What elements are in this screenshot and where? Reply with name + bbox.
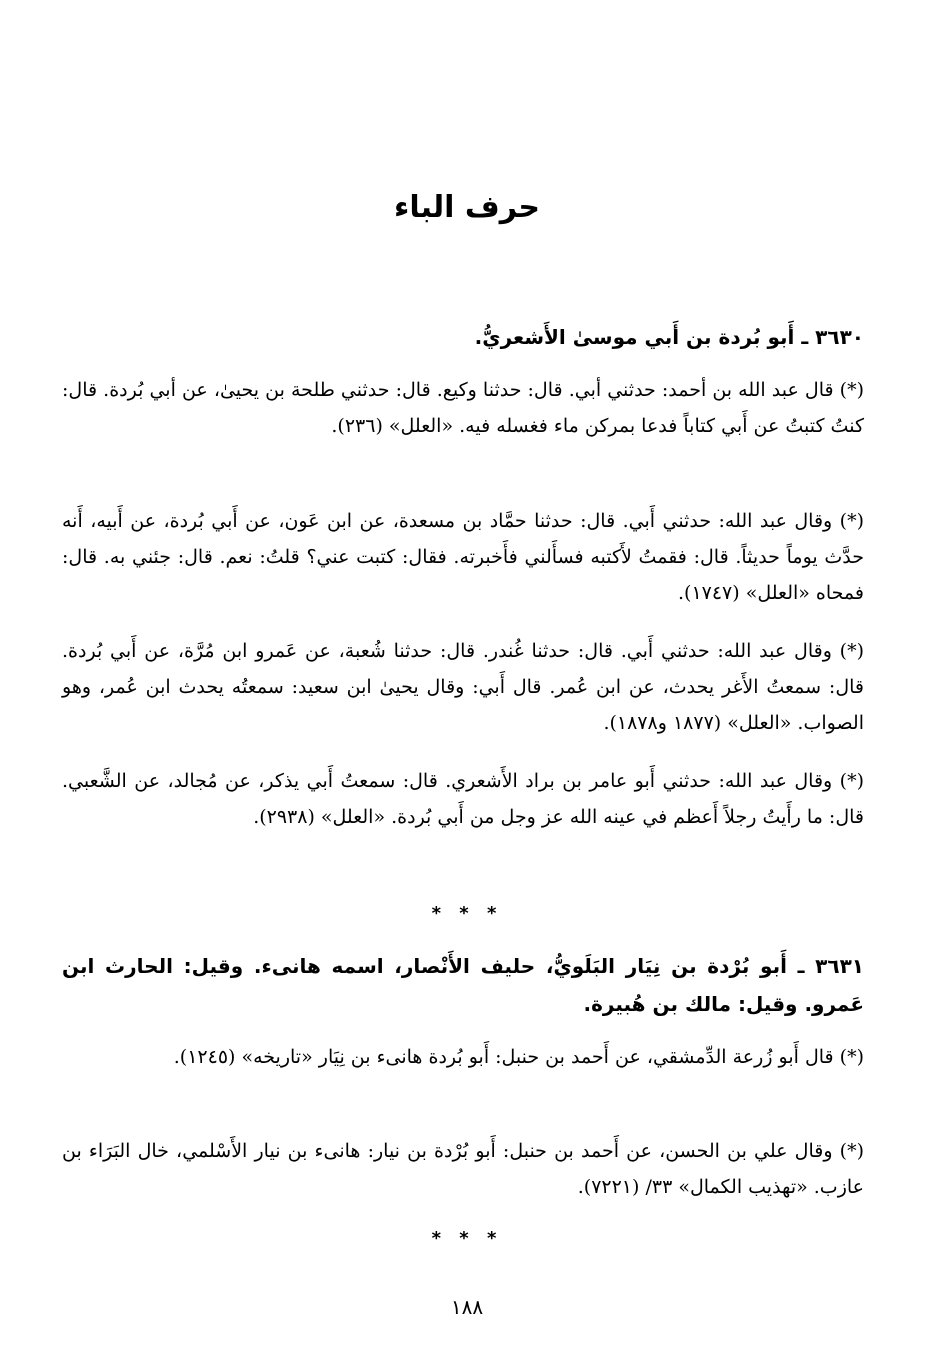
section-separator: * * * xyxy=(431,903,503,924)
paragraph: (*) وقال عبد الله: حدثني أَبي. قال: حدثنا حمَّاد بن مسعدة، عن ابن عَون، عن أَبي بُردة، عن أَبيه، أَنه حدَّث يوماً حديثاً. قال: فقمتُ لأَكتبه فسأَلني فأَخبرته. فقال: كتبت عني؟ قلتُ: نعم. قال: جئني به. قال: فمحاه «العلل» (١٧٤٧). xyxy=(62,510,864,604)
paragraph: (*) وقال علي بن الحسن، عن أَحمد بن حنبل: أَبو بُرْدة بن نيار: هانىء بن نيار الأَسْلمي، خال البَرَاء بن عازب. «تهذيب الكمال» ٣٣/ (٧٢٢١). xyxy=(62,1140,864,1198)
page-number: ١٨٨ xyxy=(450,1295,484,1319)
paragraph: (*) وقال عبد الله: حدثني أَبو عامر بن براد الأَشعري. قال: سمعتُ أَبي يذكر، عن مُجالد، عن الشَّعبي. قال: ما رأَيتُ رجلاً أَعظم في عينه الله عز وجل من أَبي بُردة. «العلل» (٢٩٣٨). xyxy=(62,770,864,828)
paragraph: (*) قال عبد الله بن أحمد: حدثني أبي. قال: حدثنا وكيع. قال: حدثني طلحة بن يحيىٰ، عن أبي بُردة. قال: كنتُ كتبتُ عن أَبي كتاباً فدعا بمركن ماء فغسله فيه. «العلل» (٢٣٦). xyxy=(62,379,864,437)
paragraph: (*) قال أَبو زُرعة الدِّمشقي، عن أَحمد بن حنبل: أَبو بُردة هانىء بن نِيَار «تاريخه» (١٢٤٥). xyxy=(173,1046,864,1068)
section-separator: * * * xyxy=(431,1228,503,1249)
paragraph: (*) وقال عبد الله: حدثني أَبي. قال: حدثنا غُندر. قال: حدثنا شُعبة، عن عَمرو ابن مُرَّة، عن أَبي بُردة. قال: سمعتُ الأَغر يحدث، عن ابن عُمر. قال أَبي: وقال يحيىٰ ابن سعيد: سمعتُه يحدث ابن عُمر، وهو الصواب. «العلل» (١٨٧٧ و١٨٧٨). xyxy=(62,640,865,734)
entry-heading: ٣٦٣١ ـ أَبو بُرْدة بن نِيَار البَلَويُّ، حليف الأَنْصار، اسمه هانىء. وقيل: الحارث ابن عَمرو. وقيل: مالك بن هُبيرة. xyxy=(62,954,864,1016)
chapter-title: حرف الباء xyxy=(394,190,540,225)
entry-heading: ٣٦٣٠ ـ أَبو بُردة بن أَبي موسىٰ الأَشعريُّ. xyxy=(474,325,864,349)
